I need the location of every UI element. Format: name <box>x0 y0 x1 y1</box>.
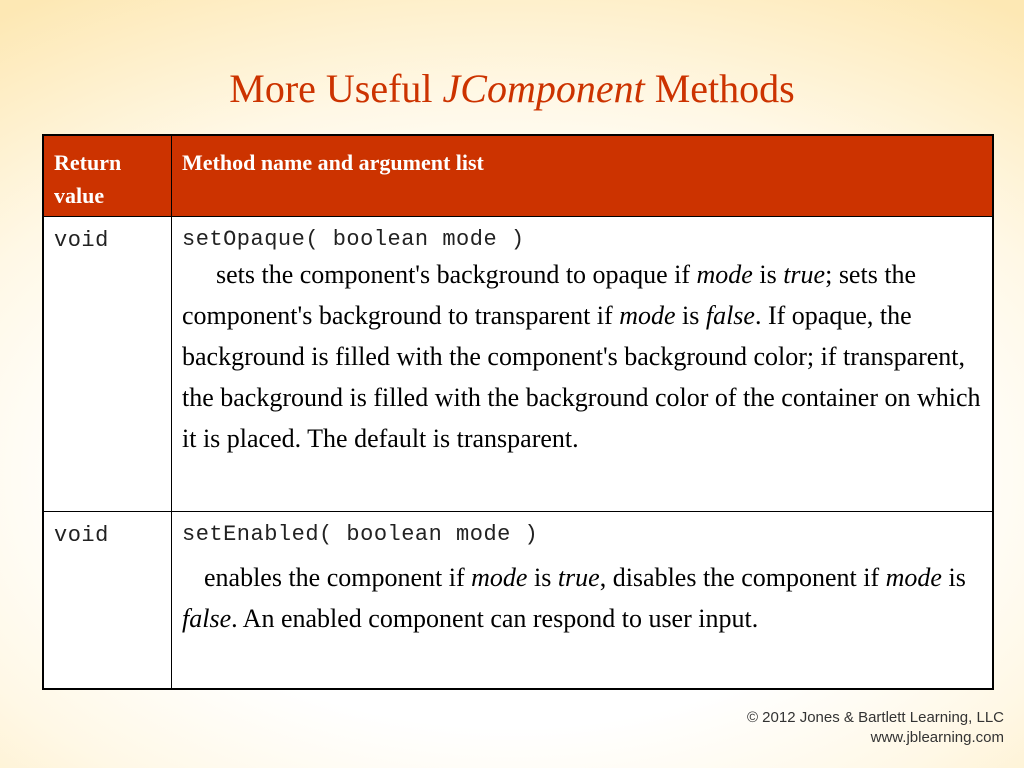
method-cell <box>172 512 992 688</box>
copyright-text: © 2012 Jones & Bartlett Learning, LLC <box>746 709 1004 726</box>
desc-text: is <box>752 260 784 289</box>
desc-emphasis: true <box>557 563 600 592</box>
method-cell <box>172 217 992 511</box>
publisher-url: www.jblearning.com <box>870 729 1004 746</box>
desc-text: sets the component's background to opaque if <box>216 260 697 289</box>
header-cell-method <box>172 136 992 216</box>
header-method: Method name and argument list <box>182 150 484 175</box>
desc-emphasis: mode <box>619 301 676 330</box>
desc-text: enables the component if <box>204 563 472 592</box>
method-description <box>182 557 982 639</box>
desc-emphasis: mode <box>696 260 753 289</box>
desc-emphasis: mode <box>471 563 528 592</box>
return-cell <box>44 512 172 688</box>
return-cell <box>44 217 172 511</box>
title-part-3: Methods <box>644 66 795 111</box>
desc-text: , disables the component if <box>599 563 886 592</box>
table-header-row <box>44 136 992 216</box>
desc-emphasis: mode <box>885 563 942 592</box>
desc-text: . If opaque, the background is filled with the component's background color; if transparent, the background is filled with the background color of the container on which it is placed. The default is transparent. <box>182 301 981 453</box>
copyright-notice <box>747 708 1004 748</box>
method-signature: setEnabled( boolean mode ) <box>182 522 539 547</box>
slide-title <box>0 62 1024 116</box>
table-row <box>44 216 992 511</box>
desc-emphasis: false <box>182 604 232 633</box>
header-cell-return <box>44 136 172 216</box>
return-type: void <box>54 523 109 548</box>
desc-emphasis: false <box>705 301 755 330</box>
desc-text: is <box>941 563 966 592</box>
desc-text: is <box>675 301 706 330</box>
method-description <box>182 254 982 459</box>
desc-text: is <box>527 563 558 592</box>
desc-emphasis: true <box>783 260 826 289</box>
methods-table <box>42 134 994 690</box>
header-return-value: Return value <box>54 150 122 208</box>
return-type: void <box>54 228 109 253</box>
method-signature: setOpaque( boolean mode ) <box>182 227 525 252</box>
table-row <box>44 511 992 688</box>
title-part-2: JComponent <box>442 66 645 111</box>
desc-text: . An enabled component can respond to user input. <box>231 604 759 633</box>
desc-text: ; sets the component's background to transparent if <box>182 260 917 330</box>
title-part-1: More Useful <box>229 66 443 111</box>
